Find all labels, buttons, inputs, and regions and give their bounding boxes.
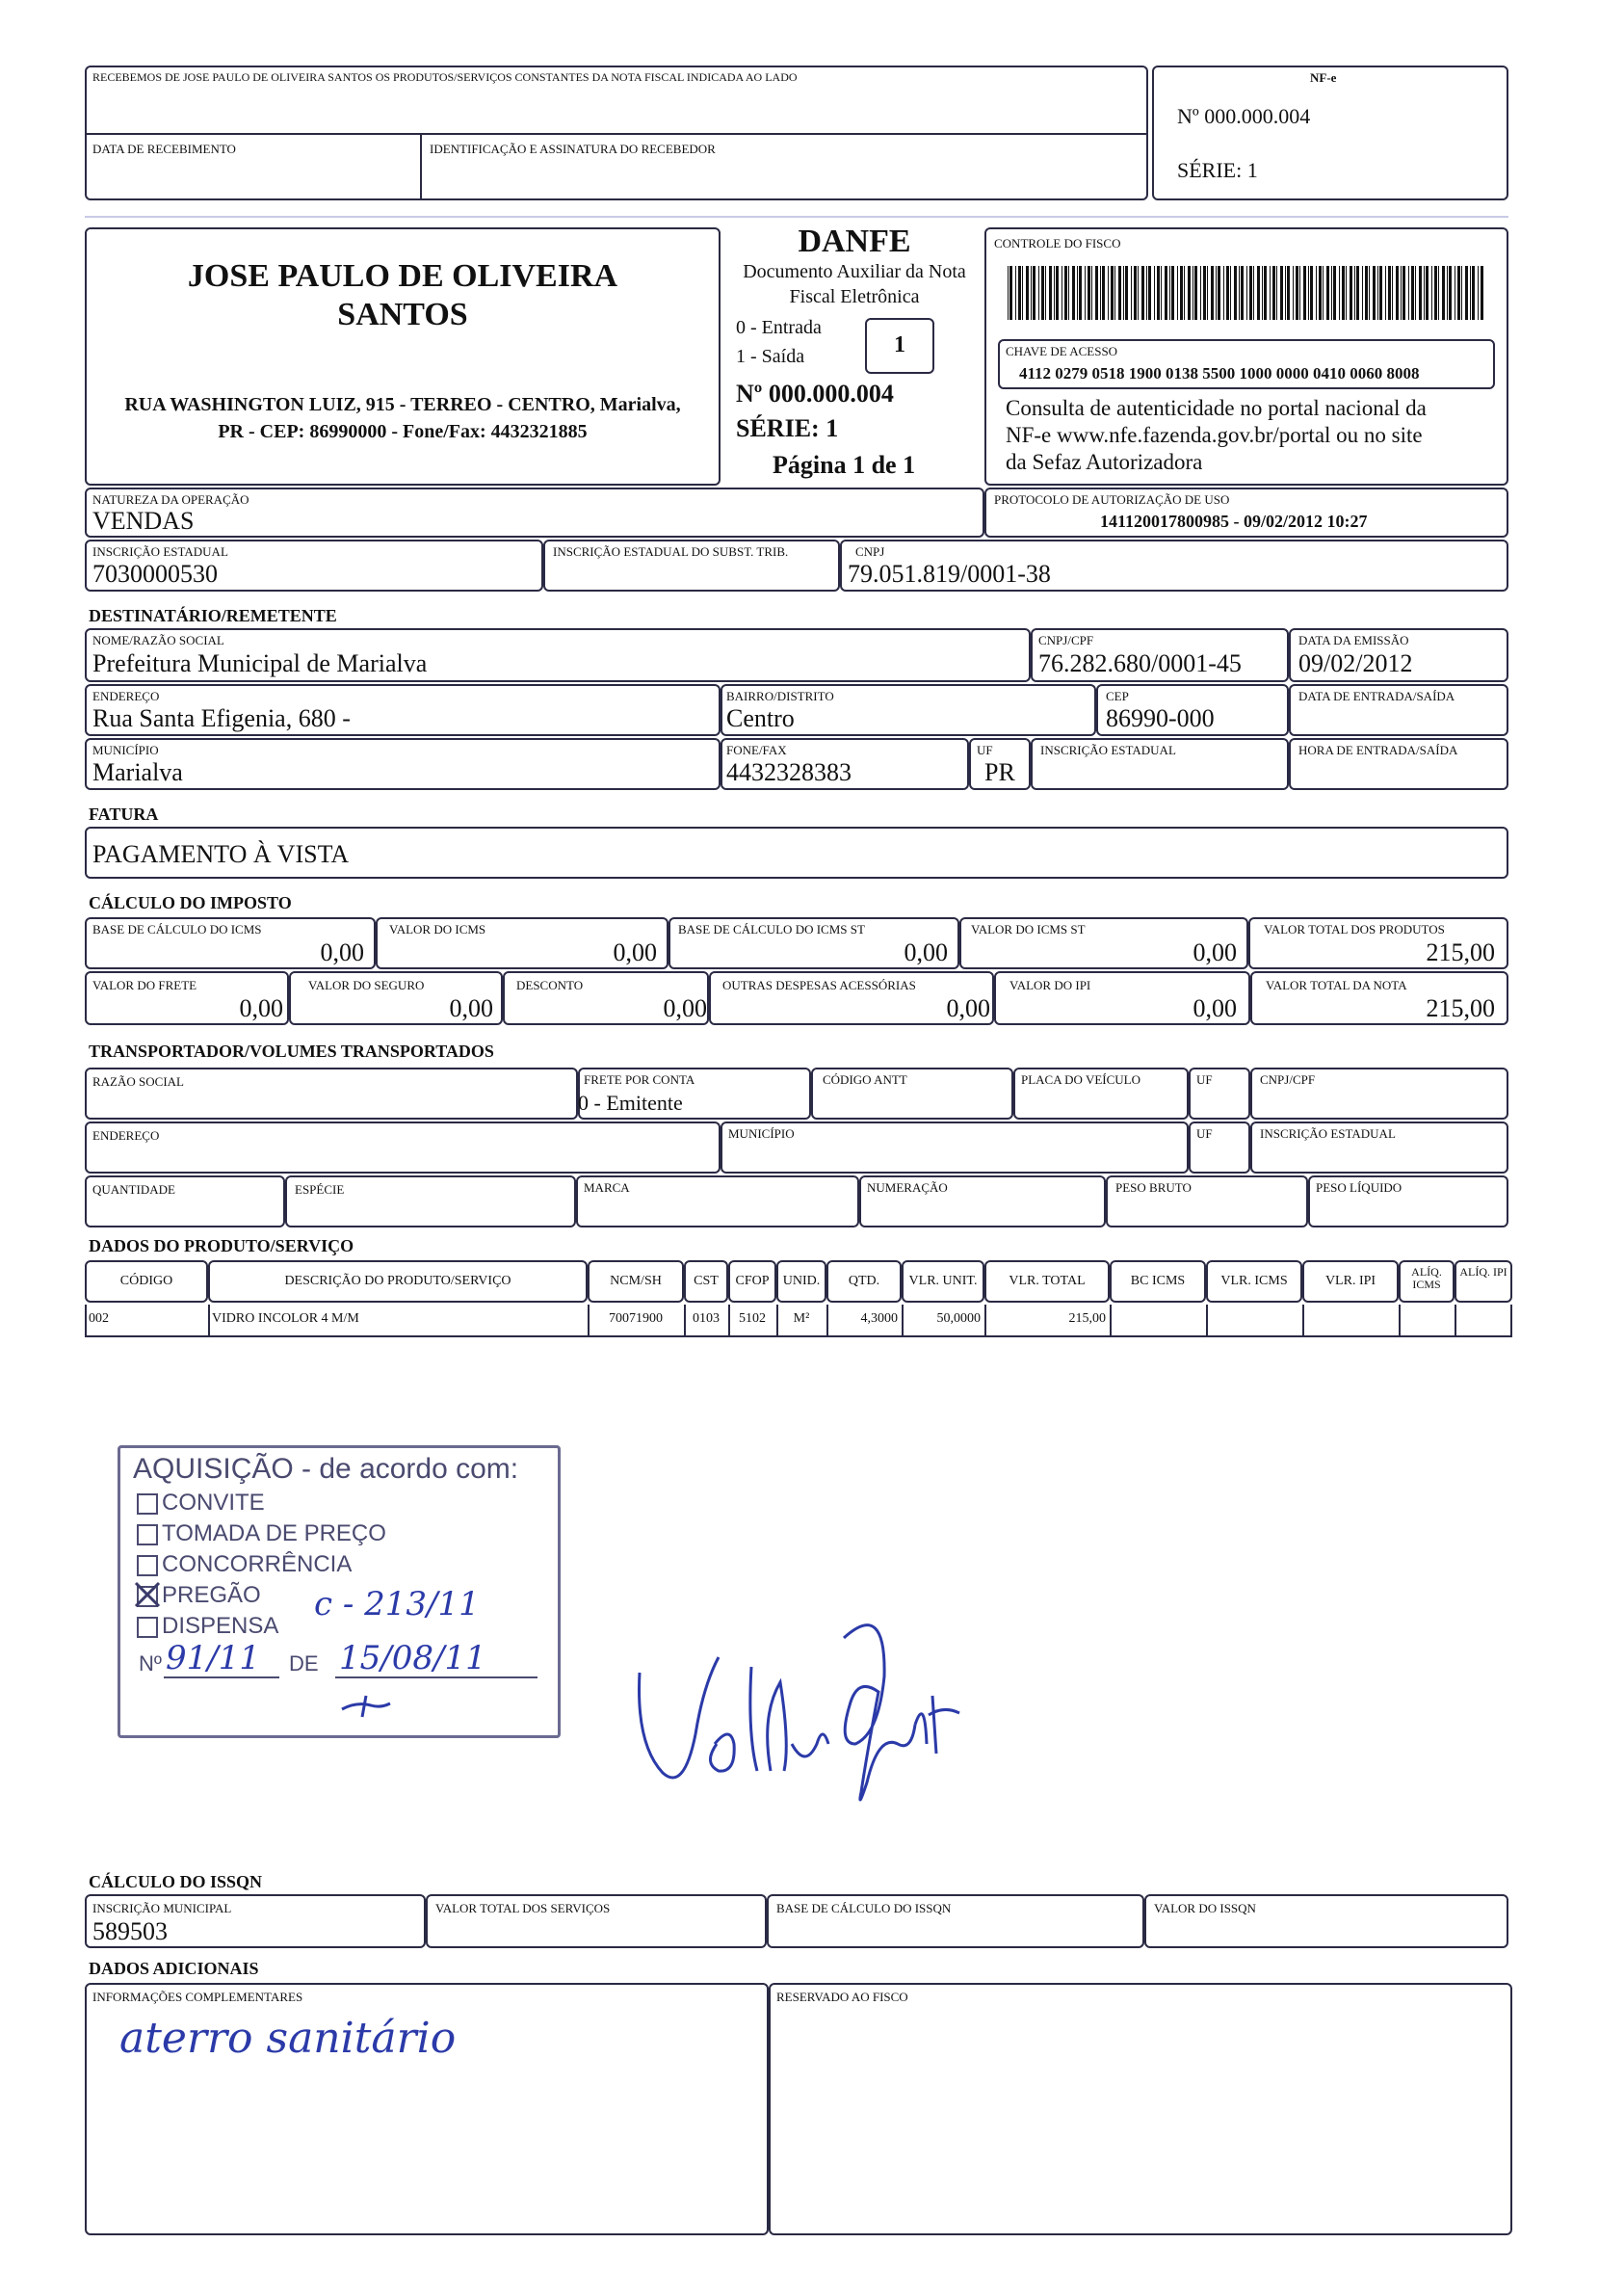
table-row-value: 0103 xyxy=(693,1311,720,1326)
dest-fone-label: FONE/FAX xyxy=(726,743,787,757)
dest-emissao-label: DATA DA EMISSÃO xyxy=(1298,633,1409,647)
dest-hora-label: HORA DE ENTRADA/SAÍDA xyxy=(1298,743,1458,757)
table-header-label: VLR. ICMS xyxy=(1220,1274,1288,1288)
barcode-bar xyxy=(1177,266,1178,320)
transporte-section: TRANSPORTADOR/VOLUMES TRANSPORTADOS xyxy=(89,1042,494,1061)
danfe-title: DANFE xyxy=(798,224,911,259)
barcode-bar xyxy=(1114,266,1115,320)
barcode-bar xyxy=(1009,266,1012,320)
barcode-bar xyxy=(1257,266,1260,320)
table-header-label: CST xyxy=(694,1274,719,1288)
barcode-bar xyxy=(1134,266,1137,320)
dest-cnpj-label: CNPJ/CPF xyxy=(1038,633,1094,647)
cnpj-label: CNPJ xyxy=(855,544,885,559)
stamp-box-tomada-icon xyxy=(137,1524,158,1545)
table-header-label: NCM/SH xyxy=(610,1274,662,1288)
total-nota-value: 215,00 xyxy=(1426,994,1495,1022)
barcode-bar xyxy=(1461,266,1462,320)
barcode-bar xyxy=(1207,266,1208,320)
barcode-bar xyxy=(1056,266,1059,320)
barcode-bar xyxy=(1088,266,1090,320)
barcode-bar xyxy=(1018,266,1021,320)
tr-peso-liq-label: PESO LÍQUIDO xyxy=(1316,1180,1402,1195)
barcode-bar xyxy=(1223,266,1224,320)
dest-ie-label: INSCRIÇÃO ESTADUAL xyxy=(1040,743,1176,757)
dest-cep-label: CEP xyxy=(1106,689,1129,703)
barcode-bar xyxy=(1369,266,1370,320)
barcode-bar xyxy=(1419,266,1422,320)
icms-st-value: 0,00 xyxy=(1193,938,1237,966)
barcode-bar xyxy=(1434,266,1437,320)
barcode-bar xyxy=(1415,266,1416,320)
barcode-bar xyxy=(1442,266,1445,320)
barcode-bar xyxy=(1411,266,1414,320)
table-row-cell xyxy=(1455,1305,1512,1337)
barcode-bar xyxy=(1264,266,1267,320)
barcode-bar xyxy=(1424,266,1425,320)
stamp-initial-mark xyxy=(337,1692,395,1721)
stamp-opt-convite: CONVITE xyxy=(162,1490,265,1516)
stamp-date-underline xyxy=(335,1676,537,1678)
barcode-bar xyxy=(1377,266,1378,320)
dest-endereco-value: Rua Santa Efigenia, 680 - xyxy=(92,704,351,732)
barcode-bar xyxy=(1234,266,1237,320)
barcode-bar xyxy=(1184,266,1185,320)
barcode-bar xyxy=(1241,266,1244,320)
barcode-bar xyxy=(1323,266,1324,320)
stamp-box-dispensa-icon xyxy=(137,1617,158,1638)
dest-uf-label: UF xyxy=(977,743,993,757)
barcode-bar xyxy=(1157,266,1160,320)
dest-fone-value: 4432328383 xyxy=(726,758,852,786)
barcode-bar xyxy=(1449,266,1452,320)
imposto-section: CÁLCULO DO IMPOSTO xyxy=(89,893,292,912)
table-row-value: M² xyxy=(793,1311,810,1326)
barcode-bar xyxy=(1287,266,1290,320)
barcode-bar xyxy=(1218,266,1220,320)
stamp-hand-pregao: c - 213/11 xyxy=(314,1585,480,1623)
dest-emissao-value: 09/02/2012 xyxy=(1298,649,1413,677)
barcode-bar xyxy=(1068,266,1069,320)
table-header-label: CFOP xyxy=(735,1274,770,1288)
produtos-section: DADOS DO PRODUTO/SERVIÇO xyxy=(89,1236,354,1255)
table-header-label: UNID. xyxy=(782,1274,821,1288)
barcode-bar xyxy=(1216,266,1217,320)
barcode-bar xyxy=(1102,266,1105,320)
stamp-box-concorrencia-icon xyxy=(137,1555,158,1576)
barcode-bar xyxy=(1373,266,1376,320)
icms-value: 0,00 xyxy=(613,938,657,966)
stamp-opt-pregao: PREGÃO xyxy=(162,1582,261,1608)
barcode-bar xyxy=(1194,266,1197,320)
barcode-bar xyxy=(1388,266,1391,320)
reservado-label: RESERVADO AO FISCO xyxy=(776,1990,908,2004)
bc-icms-value: 0,00 xyxy=(320,938,364,966)
danfe-serie: SÉRIE: 1 xyxy=(736,414,839,442)
table-row-cell xyxy=(1110,1305,1206,1337)
stamp-num-underline xyxy=(164,1676,279,1678)
issqn-bc-label: BASE DE CÁLCULO DO ISSQN xyxy=(776,1901,952,1915)
barcode-bar xyxy=(1108,266,1109,320)
dest-cep-value: 86990-000 xyxy=(1106,704,1215,732)
info-handwritten: aterro sanitário xyxy=(119,2014,457,2063)
table-header-label: CÓDIGO xyxy=(119,1274,173,1288)
emitente-name-line2: SANTOS xyxy=(337,297,468,332)
outras-label: OUTRAS DESPESAS ACESSÓRIAS xyxy=(722,978,916,992)
issqn-im-value: 589503 xyxy=(92,1917,168,1945)
danfe-saida: 1 - Saída xyxy=(736,346,805,367)
barcode-bar xyxy=(1200,266,1201,320)
barcode-bar xyxy=(1293,266,1294,320)
barcode-bar xyxy=(1085,266,1086,320)
canhoto-signature-label: IDENTIFICAÇÃO E ASSINATURA DO RECEBEDOR xyxy=(430,142,716,156)
barcode-bar xyxy=(1171,266,1174,320)
table-header-label: VLR. IPI xyxy=(1324,1274,1376,1288)
barcode-bar xyxy=(1045,266,1046,320)
issqn-valor-label: VALOR DO ISSQN xyxy=(1154,1901,1256,1915)
seguro-label: VALOR DO SEGURO xyxy=(308,978,425,992)
barcode-bar xyxy=(1356,266,1359,320)
protocolo-label: PROTOCOLO DE AUTORIZAÇÃO DE USO xyxy=(994,492,1230,507)
danfe-subtitle-line1: Documento Auxiliar da Nota xyxy=(743,261,966,282)
barcode-bar xyxy=(1276,266,1277,320)
barcode-bar xyxy=(1310,266,1313,320)
barcode-bar xyxy=(1316,266,1317,320)
barcode-bar xyxy=(1362,266,1363,320)
seguro-value: 0,00 xyxy=(449,994,493,1022)
barcode-bar xyxy=(1472,266,1475,320)
barcode-bar xyxy=(1146,266,1147,320)
bc-icms-label: BASE DE CÁLCULO DO ICMS xyxy=(92,922,262,937)
stamp-title: AQUISIÇÃO - de acordo com: xyxy=(133,1453,519,1485)
barcode-bar xyxy=(1100,266,1101,320)
table-header-label: VLR. TOTAL xyxy=(1009,1274,1086,1288)
barcode-bar xyxy=(1079,266,1082,320)
tr-placa-label: PLACA DO VEÍCULO xyxy=(1021,1072,1140,1087)
barcode-bar xyxy=(1262,266,1263,320)
barcode-bar xyxy=(1049,266,1052,320)
barcode-bar xyxy=(1296,266,1298,320)
barcode-bar xyxy=(1154,266,1155,320)
emitente-name-line1: JOSE PAULO DE OLIVEIRA xyxy=(187,258,618,294)
tr-uf-label: UF xyxy=(1196,1072,1213,1087)
tr-ie-label: INSCRIÇÃO ESTADUAL xyxy=(1260,1126,1396,1141)
barcode-bar xyxy=(1165,266,1167,320)
fisco-controle-label: CONTROLE DO FISCO xyxy=(994,236,1121,251)
danfe-tipo: 1 xyxy=(894,332,905,357)
barcode-bar xyxy=(1095,266,1098,320)
tr-especie-label: ESPÉCIE xyxy=(295,1182,345,1197)
barcode-bar xyxy=(1431,266,1432,320)
emitente-address-line2: PR - CEP: 86990000 - Fone/Fax: 4432321885 xyxy=(218,421,588,442)
dest-bairro-value: Centro xyxy=(726,704,795,732)
fisco-consulta-line2: NF-e www.nfe.fazenda.gov.br/portal ou no site xyxy=(1006,423,1423,447)
barcode-bar xyxy=(1188,266,1191,320)
fatura-section: FATURA xyxy=(89,805,159,824)
canhoto-date-label: DATA DE RECEBIMENTO xyxy=(92,142,236,156)
reservado-box xyxy=(769,1983,1512,2235)
barcode-bar xyxy=(1346,266,1347,320)
barcode-bar xyxy=(1031,266,1032,320)
barcode-bar xyxy=(1249,266,1252,320)
tr-cnpj-label: CNPJ/CPF xyxy=(1260,1072,1316,1087)
stamp-pregao-check-icon xyxy=(133,1580,162,1609)
table-row-value: VIDRO INCOLOR 4 M/M xyxy=(212,1311,359,1326)
natureza-value: VENDAS xyxy=(92,507,195,535)
danfe-subtitle-line2: Fiscal Eletrônica xyxy=(789,286,920,307)
tr-municipio-label: MUNICÍPIO xyxy=(728,1126,795,1141)
barcode-bar xyxy=(1303,266,1306,320)
canhoto-divider xyxy=(85,133,1148,135)
barcode-bar xyxy=(1015,266,1016,320)
protocolo-value: 141120017800985 - 09/02/2012 10:27 xyxy=(1100,512,1368,531)
barcode-bar xyxy=(1226,266,1229,320)
barcode-bar xyxy=(1253,266,1254,320)
info-label: INFORMAÇÕES COMPLEMENTARES xyxy=(92,1990,303,2004)
barcode-bar xyxy=(1077,266,1078,320)
stamp-opt-tomada: TOMADA DE PREÇO xyxy=(162,1520,386,1546)
barcode-bar xyxy=(1091,266,1092,320)
barcode-bar xyxy=(1331,266,1332,320)
issqn-servicos-label: VALOR TOTAL DOS SERVIÇOS xyxy=(435,1901,611,1915)
stamp-opt-dispensa: DISPENSA xyxy=(162,1613,279,1639)
issqn-section: CÁLCULO DO ISSQN xyxy=(89,1872,263,1891)
cut-line xyxy=(85,216,1508,218)
danfe-entrada: 0 - Entrada xyxy=(736,317,822,338)
barcode-bar xyxy=(1299,266,1300,320)
barcode-bar xyxy=(1326,266,1329,320)
barcode-bar xyxy=(1379,266,1382,320)
barcode-bar xyxy=(1401,266,1402,320)
barcode-bar xyxy=(1125,266,1128,320)
barcode-bar xyxy=(1478,266,1479,320)
stamp-hand-date: 15/08/11 xyxy=(339,1639,486,1677)
handwritten-signature xyxy=(626,1599,992,1811)
barcode-bar xyxy=(1319,266,1322,320)
dest-bairro-label: BAIRRO/DISTRITO xyxy=(726,689,834,703)
barcode-bar xyxy=(1180,266,1183,320)
canhoto-nfe-label: NF-e xyxy=(1310,70,1337,85)
dest-uf-value: PR xyxy=(984,758,1015,786)
barcode-bar xyxy=(1033,266,1035,320)
desconto-label: DESCONTO xyxy=(516,978,584,992)
barcode-bar xyxy=(1203,266,1206,320)
barcode-bar xyxy=(1022,266,1023,320)
ipi-label: VALOR DO IPI xyxy=(1009,978,1091,992)
barcode-bar xyxy=(1169,266,1170,320)
barcode-bar xyxy=(1350,266,1352,320)
table-row-value: 002 xyxy=(89,1311,109,1326)
barcode-bar xyxy=(1470,266,1471,320)
barcode-bar xyxy=(1230,266,1231,320)
barcode-bar xyxy=(1131,266,1132,320)
barcode-bar xyxy=(1354,266,1355,320)
barcode-bar xyxy=(1270,266,1271,320)
danfe-pagina: Página 1 de 1 xyxy=(773,451,916,479)
table-row-value: 5102 xyxy=(739,1311,766,1326)
chave-label: CHAVE DE ACESSO xyxy=(1006,344,1118,358)
tr-endereco-box xyxy=(85,1122,721,1174)
tr-endereco-label: ENDEREÇO xyxy=(92,1128,160,1143)
frete-value: 0,00 xyxy=(239,994,283,1022)
stamp-hand-num: 91/11 xyxy=(166,1639,260,1677)
barcode-bar xyxy=(1447,266,1448,320)
ie-value: 7030000530 xyxy=(92,560,218,588)
barcode-bar xyxy=(1402,266,1405,320)
stamp-opt-concorrencia: CONCORRÊNCIA xyxy=(162,1551,353,1577)
table-row-cell xyxy=(1206,1305,1302,1337)
barcode-bar xyxy=(1026,266,1029,320)
dest-municipio-value: Marialva xyxy=(92,758,183,786)
outras-value: 0,00 xyxy=(946,994,990,1022)
barcode-bar xyxy=(1272,266,1275,320)
fisco-consulta-line3: da Sefaz Autorizadora xyxy=(1006,450,1203,474)
issqn-im-label: INSCRIÇÃO MUNICIPAL xyxy=(92,1901,232,1915)
barcode-bar xyxy=(1038,266,1039,320)
barcode-bar xyxy=(1064,266,1067,320)
stamp-num-prefix: Nº xyxy=(139,1651,162,1676)
ie-label: INSCRIÇÃO ESTADUAL xyxy=(92,544,228,559)
total-prod-value: 215,00 xyxy=(1426,938,1495,966)
barcode-bar xyxy=(1141,266,1144,320)
fatura-text: PAGAMENTO À VISTA xyxy=(92,840,350,868)
fisco-consulta-line1: Consulta de autenticidade no portal nacional da xyxy=(1006,396,1427,420)
frete-label: VALOR DO FRETE xyxy=(92,978,197,992)
tr-marca-label: MARCA xyxy=(584,1180,630,1195)
barcode-bar xyxy=(1396,266,1399,320)
natureza-label: NATUREZA DA OPERAÇÃO xyxy=(92,492,249,507)
barcode-bar xyxy=(1481,266,1483,320)
cnpj-value: 79.051.819/0001-38 xyxy=(848,560,1051,588)
barcode-bar xyxy=(1138,266,1139,320)
tr-razao-label: RAZÃO SOCIAL xyxy=(92,1074,184,1089)
barcode-bar xyxy=(1333,266,1336,320)
barcode-bar xyxy=(1041,266,1044,320)
barcode-bar xyxy=(1465,266,1468,320)
barcode-bar xyxy=(1285,266,1286,320)
barcode-bar xyxy=(1008,266,1009,320)
table-header-label: VLR. UNIT. xyxy=(908,1274,978,1288)
barcode xyxy=(1008,266,1483,320)
barcode-bar xyxy=(1308,266,1309,320)
barcode-bar xyxy=(1054,266,1055,320)
stamp-box-convite-icon xyxy=(137,1493,158,1515)
barcode-bar xyxy=(1111,266,1114,320)
total-nota-label: VALOR TOTAL DA NOTA xyxy=(1266,978,1407,992)
barcode-bar xyxy=(1148,266,1151,320)
table-header-label: BC ICMS xyxy=(1130,1274,1186,1288)
canhoto-receipt-text: RECEBEMOS DE JOSE PAULO DE OLIVEIRA SANTOS OS PRODUTOS/SERVIÇOS CONSTANTES DA NOTA FISCAL INDICADA AO LADO xyxy=(92,70,798,84)
canhoto-serie: SÉRIE: 1 xyxy=(1177,158,1258,182)
barcode-bar xyxy=(1365,266,1368,320)
total-prod-label: VALOR TOTAL DOS PRODUTOS xyxy=(1264,922,1445,937)
dest-nome-value: Prefeitura Municipal de Marialva xyxy=(92,649,428,677)
ipi-value: 0,00 xyxy=(1193,994,1237,1022)
ie-st-label: INSCRIÇÃO ESTADUAL DO SUBST. TRIB. xyxy=(553,544,789,559)
barcode-bar xyxy=(1246,266,1247,320)
canhoto-vdivider xyxy=(420,133,422,200)
canhoto-number: Nº 000.000.004 xyxy=(1177,104,1311,128)
barcode-bar xyxy=(1211,266,1214,320)
barcode-bar xyxy=(1123,266,1124,320)
barcode-bar xyxy=(1392,266,1393,320)
table-header-label: ALÍQ. ICMS xyxy=(1411,1265,1442,1291)
table-row-value: 4,3000 xyxy=(860,1311,898,1326)
barcode-bar xyxy=(1457,266,1460,320)
tr-frete-label: FRETE POR CONTA xyxy=(584,1072,695,1087)
table-row-cell xyxy=(1399,1305,1455,1337)
table-header-label: QTD. xyxy=(848,1274,880,1288)
bc-st-label: BASE DE CÁLCULO DO ICMS ST xyxy=(678,922,865,937)
barcode-bar xyxy=(1426,266,1429,320)
bc-st-value: 0,00 xyxy=(904,938,948,966)
danfe-number: Nº 000.000.004 xyxy=(736,380,894,408)
emitente-address-line1: RUA WASHINGTON LUIZ, 915 - TERREO - CENTRO, Marialva, xyxy=(124,394,681,415)
barcode-bar xyxy=(1161,266,1162,320)
barcode-bar xyxy=(1072,266,1075,320)
destinatario-section: DESTINATÁRIO/REMETENTE xyxy=(89,606,337,625)
table-row-value: 215,00 xyxy=(1068,1311,1106,1326)
barcode-bar xyxy=(1118,266,1121,320)
stamp-de: DE xyxy=(289,1651,319,1676)
dest-entrada-saida-label: DATA DE ENTRADA/SAÍDA xyxy=(1298,689,1455,703)
barcode-bar xyxy=(1342,266,1345,320)
barcode-bar xyxy=(1385,266,1386,320)
tr-uf2-label: UF xyxy=(1196,1126,1213,1141)
tr-peso-bruto-label: PESO BRUTO xyxy=(1115,1180,1192,1195)
table-header-label: ALÍQ. IPI xyxy=(1459,1265,1507,1279)
dest-nome-label: NOME/RAZÃO SOCIAL xyxy=(92,633,224,647)
desconto-value: 0,00 xyxy=(663,994,707,1022)
icms-st-label: VALOR DO ICMS ST xyxy=(971,922,1086,937)
adicionais-section: DADOS ADICIONAIS xyxy=(89,1959,259,1978)
dest-endereco-label: ENDEREÇO xyxy=(92,689,160,703)
barcode-bar xyxy=(1239,266,1240,320)
dest-municipio-label: MUNICÍPIO xyxy=(92,743,159,757)
tr-numeracao-label: NUMERAÇÃO xyxy=(867,1180,948,1195)
tr-frete-value: 0 - Emitente xyxy=(578,1091,683,1115)
chave-value: 4112 0279 0518 1900 0138 5500 1000 0000 0410 0060 8008 xyxy=(1019,364,1420,383)
barcode-bar xyxy=(1408,266,1409,320)
dest-cnpj-value: 76.282.680/0001-45 xyxy=(1038,649,1242,677)
barcode-bar xyxy=(1339,266,1340,320)
table-header-label: DESCRIÇÃO DO PRODUTO/SERVIÇO xyxy=(284,1274,511,1288)
barcode-bar xyxy=(1280,266,1283,320)
icms-label: VALOR DO ICMS xyxy=(389,922,486,937)
table-row-value: 50,0000 xyxy=(936,1311,981,1326)
tr-qtd-label: QUANTIDADE xyxy=(92,1182,175,1197)
table-row-value: 70071900 xyxy=(609,1311,663,1326)
table-row-cell xyxy=(1302,1305,1399,1337)
barcode-bar xyxy=(1438,266,1439,320)
tr-antt-label: CÓDIGO ANTT xyxy=(823,1072,907,1087)
